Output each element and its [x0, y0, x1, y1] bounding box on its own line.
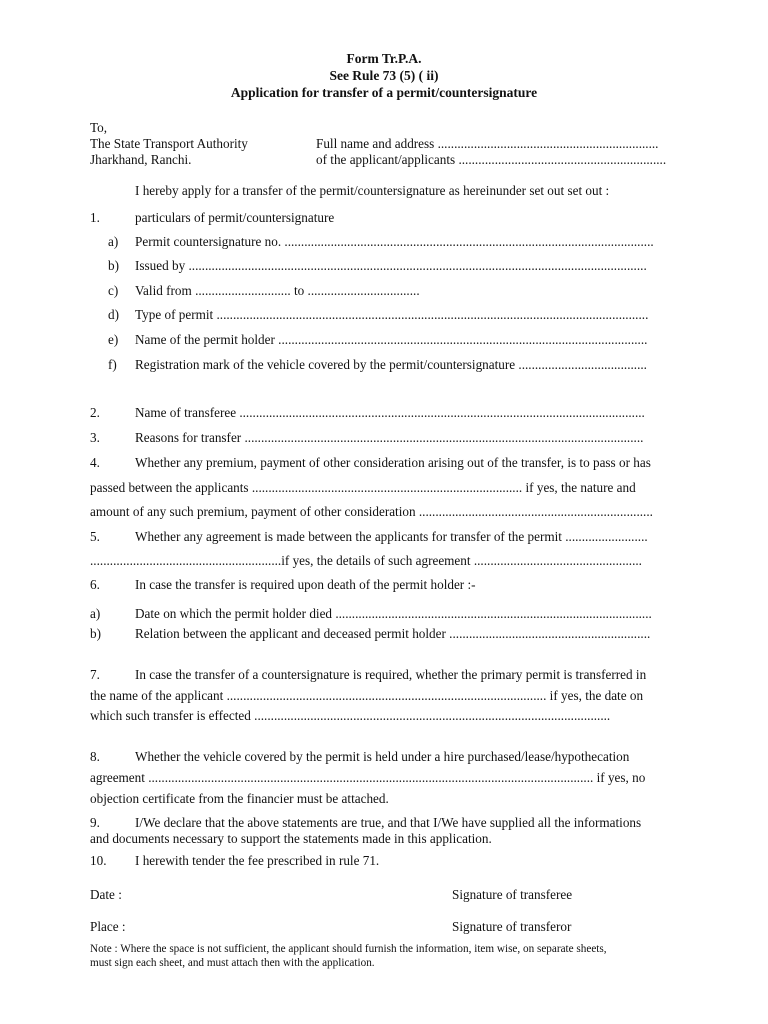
q7-number: 7. [90, 667, 100, 682]
q5-line: Whether any agreement is made between the applicants for transfer of the permit ......................... [135, 529, 648, 544]
q1-item-valid-from: Valid from ............................. to .................................. [135, 283, 420, 298]
q1-item-registration-mark: Registration mark of the vehicle covered by the permit/countersignature ....................................... [135, 357, 647, 372]
q6-item-letter: b) [90, 626, 101, 641]
q9-line: and documents necessary to support the statements made in this application. [90, 831, 492, 846]
q1-item-letter: c) [108, 283, 119, 298]
q6-item-relation: Relation between the applicant and deceased permit holder ............................................................. [135, 626, 651, 641]
transferor-signature-label: Signature of transferor [452, 919, 572, 934]
q6-item-letter: a) [90, 606, 101, 621]
rule-reference: See Rule 73 (5) ( ii) [329, 68, 439, 83]
q1-item-permit-type: Type of permit ................................................................................................................................... [135, 307, 649, 322]
q9-line: I/We declare that the above statements are true, and that I/We have supplied all the informations [135, 815, 642, 830]
authority-name: The State Transport Authority [90, 136, 248, 151]
form-title: Application for transfer of a permit/countersignature [230, 85, 538, 100]
q7-line: which such transfer is effected ............................................................................................................ [90, 708, 611, 723]
applicant-name-field: Full name and address ................................................................... [316, 136, 659, 151]
transferee-signature-label: Signature of transferee [452, 887, 573, 902]
place-label: Place : [90, 919, 126, 934]
q7-line: In case the transfer of a countersignature is required, whether the primary permit is transferred in [135, 667, 647, 682]
applicant-address-field: of the applicant/applicants ............................................................... [316, 152, 667, 167]
note-line: must sign each sheet, and must attach then with the application. [90, 957, 375, 969]
q1-item-letter: f) [108, 357, 117, 372]
q4-line: passed between the applicants .................................................................................. if yes, the nature and [90, 480, 636, 495]
q10-number: 10. [90, 853, 107, 868]
q8-line: objection certificate from the financier must be attached. [90, 791, 389, 806]
address-to: To, [90, 120, 108, 135]
q8-line: agreement ....................................................................................................................................... if yes, no [90, 770, 646, 785]
q6-text: In case the transfer is required upon death of the permit holder :- [135, 577, 476, 592]
q2-transferee-name: Name of transferee ........................................................................................................................... [135, 405, 645, 420]
q1-text: particulars of permit/countersignature [135, 210, 335, 225]
q1-number: 1. [90, 210, 100, 225]
intro-statement: I hereby apply for a transfer of the permit/countersignature as hereinunder set out set out : [135, 183, 610, 198]
date-label: Date : [90, 887, 122, 902]
q1-item-letter: a) [108, 234, 119, 249]
q2-number: 2. [90, 405, 100, 420]
q1-item-letter: e) [108, 332, 119, 347]
q4-number: 4. [90, 455, 100, 470]
q6-item-death-date: Date on which the permit holder died ................................................................................................ [135, 606, 652, 621]
q5-line: ..........................................................if yes, the details of such agreement ................................................... [90, 553, 642, 568]
q8-number: 8. [90, 749, 100, 764]
q1-item-issued-by: Issued by ........................................................................................................................................... [135, 258, 647, 273]
q6-number: 6. [90, 577, 100, 592]
q8-line: Whether the vehicle covered by the permit is held under a hire purchased/lease/hypothecation [135, 749, 630, 764]
q4-line: amount of any such premium, payment of other consideration ....................................................................... [90, 504, 653, 519]
q9-number: 9. [90, 815, 100, 830]
note-line: Note : Where the space is not sufficient, the applicant should furnish the information, item wise, on separate sheets, [90, 943, 607, 955]
q4-line: Whether any premium, payment of other consideration arising out of the transfer, is to pass or has [135, 455, 651, 470]
form-code: Form Tr.P.A. [346, 51, 422, 66]
q3-number: 3. [90, 430, 100, 445]
q5-number: 5. [90, 529, 100, 544]
q1-item-holder-name: Name of the permit holder ................................................................................................................ [135, 332, 648, 347]
q3-reasons: Reasons for transfer ......................................................................................................................... [135, 430, 644, 445]
authority-city: Jharkhand, Ranchi. [90, 152, 192, 167]
q1-item-permit-number: Permit countersignature no. ................................................................................................................ [135, 234, 654, 249]
q1-item-letter: d) [108, 307, 119, 322]
q7-line: the name of the applicant ................................................................................................. if yes, the date on [90, 688, 644, 703]
q1-item-letter: b) [108, 258, 119, 273]
q10-text: I herewith tender the fee prescribed in rule 71. [135, 853, 380, 868]
